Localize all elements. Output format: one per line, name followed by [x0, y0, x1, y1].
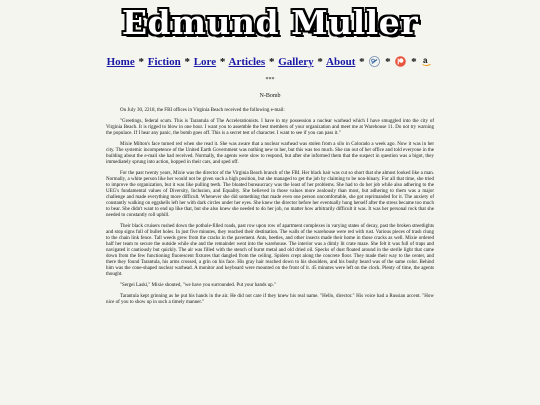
nav-lore-link[interactable]: Lore	[193, 56, 217, 68]
story-paragraph: Tarantula kept grinning as he put his hands in the air. He did not care if they knew his real name. "Hello, director." His voice had a Russian accent. "How nice of you to show up in such a timely manner."	[106, 294, 434, 305]
story-paragraph: Mixie Milton's face turned red when she read it. She was aware that a nuclear warhead was stolen from a silo in Colorado a week ago. Now it was in her city. The systemic incompetence of the United Earth Government was nothing new to her, but this was too much. She ran out of her office and told everyone in the building about the e-mail she had received. Normally, the agents were slow to respond, but after she informed them that the suspect in question was a bigot, they immediately sprung into action, hopped in their cars, and sped off.	[106, 142, 434, 165]
story-title: N-Bomb	[259, 93, 281, 99]
nav-separator: *	[359, 56, 365, 68]
nav-home-link[interactable]: Home	[106, 56, 135, 68]
nav-gallery-link[interactable]: Gallery	[278, 56, 314, 68]
goodreads-icon[interactable]	[369, 56, 380, 67]
patreon-icon[interactable]	[395, 56, 406, 67]
nav-separator: *	[184, 56, 190, 68]
nav-articles-link[interactable]: Articles	[228, 56, 266, 68]
svg-text:a: a	[423, 56, 428, 65]
nav-separator: *	[138, 56, 144, 68]
story-body	[106, 108, 434, 311]
amazon-icon[interactable]	[421, 56, 432, 67]
nav-fiction-link[interactable]: Fiction	[147, 56, 181, 68]
story-paragraph: "Sergei Laski," Mixie shouted, "we have you surrounded. Put your hands up."	[120, 283, 276, 288]
nav-about-link[interactable]: About	[326, 56, 356, 68]
story-paragraph: Their black cruisers rushed down the pothole-filled roads, past row upon row of apartment complexes in varying states of decay, past the broken streetlights and stop signs full of bullet holes. In just five minutes, they reached their destination. The walls of the warehouse were red with rust. Various pieces of trash clung to the chain link fence. Tall weeds grew from the cracks in the pavement. Ants, beetles, and other insects made their home in those cracks as well. Mixie ordered half her team to secure the outside while she and the remainder went into the warehouse. The interior was a dimly lit crate maze. She felt it was full of traps and navigated it cautiously but quickly. The air was filled with the stench of burnt metal and old dried oil. Specks of dust floated around in the sterile light that came down from the few functioning fluorescent fixtures that dangled from the ceiling. Spiders crept along the concrete floor. They made their way to the center, and there they found Tarantula, his arms crossed, a grin on his face. His gray hair reached down to his shoulders, and his bushy beard was of the same color. Behind him was the cone-shaped nuclear warhead. A monitor and keyboard were mounted on the front of it. 45 minutes were left on the clock. Plenty of time, the agents thought.	[106, 224, 434, 277]
nav-separator: *	[219, 56, 226, 68]
story-paragraph: For the past twenty years, Mixie was the director of the Virginia Beach branch of the FBI. Her black hair was cut so short that she almost looked like a man. Normally, a white person like her would not be given such a high position, but she managed to get the job by claiming to be non-binary. For all that time, she tried to improve the organization, but it was like pulling teeth. The bloated bureaucracy was the least of her problems. She had to do her job while also adhering to the UEG's fundamental values of Diversity, Inclusion, and Equality. She believed in those values more zealously than most, but adhering to them was a major challenge and made everything more difficult. Whenever she did something that made even one person uncomfortable, she got reprimanded for it. The anxiety of constantly walking on eggshells left her with dark circles under her eyes. She knew the director before her eventually hung herself after the stress became too much to bear. She didn't want to end up like that, but she also knew she needed to do her job, no matter how arbitrarily difficult it was. It was her personal rock that she needed to constantly roll uphill.	[106, 171, 434, 218]
main-nav	[0, 56, 540, 69]
nav-separator: *	[317, 56, 323, 68]
nav-separator: *	[411, 56, 417, 68]
story-paragraph: On July 30, 2218, the FBI offices in Virginia Beach received the following e-mail:	[120, 108, 285, 113]
section-divider: ***	[265, 77, 275, 83]
nav-separator: *	[385, 56, 391, 68]
nav-separator: *	[268, 56, 275, 68]
story-paragraph: "Greetings, federal scum. This is Tarantula of The Accelerationists. I have in my possession a nuclear warhead which I have smuggled into the city of Virginia Beach. It is rigged to blow in one hour. I want you to assemble the best members of your organization and meet me at Warehouse 11. Do not try warning the populace. If I hear any panic, the bomb goes off. This is a secret test of character. I want to see if you can pass it."	[106, 119, 434, 136]
site-title[interactable]: Edmund Muller	[121, 3, 419, 42]
